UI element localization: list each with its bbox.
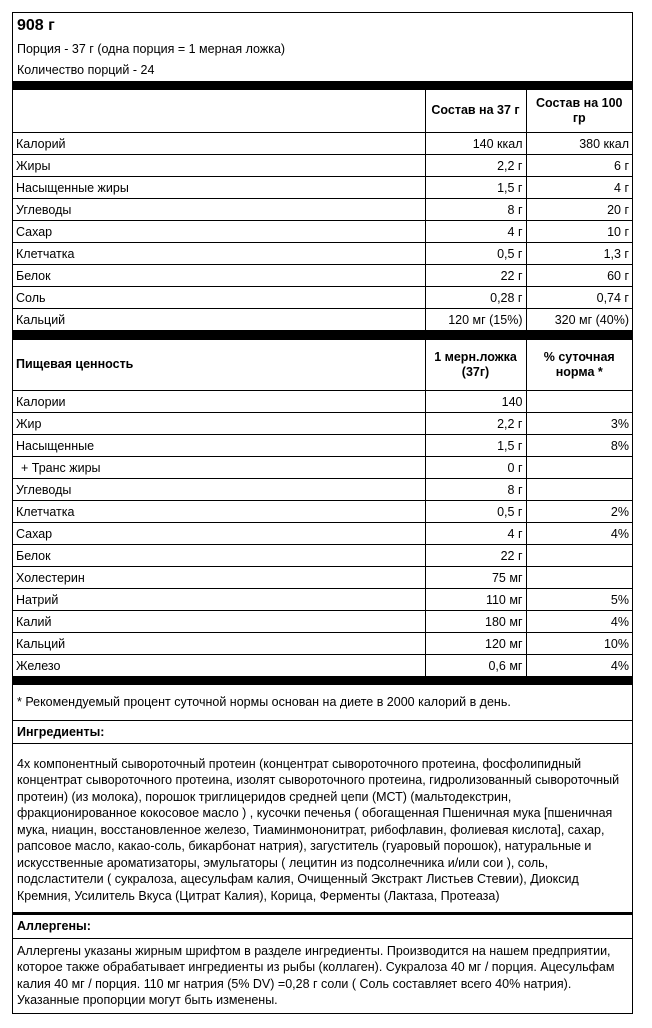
nutrient-value: 140 ккал (425, 133, 526, 155)
nutrient-value: 110 мг (425, 589, 526, 611)
composition-row (13, 199, 632, 221)
nutrition-row (13, 523, 632, 545)
nutrient-value-secondary: 1,3 г (526, 243, 632, 265)
nutrition-col-dv: % суточная норма * (526, 340, 632, 391)
nutrient-value: 8 г (425, 199, 526, 221)
composition-row (13, 155, 632, 177)
composition-col-per-serving: Состав на 37 г (425, 90, 526, 133)
composition-row (13, 177, 632, 199)
nutrient-name: Сахар (13, 523, 425, 545)
nutrient-name: Белок (13, 545, 425, 567)
nutrient-value: 8 г (425, 479, 526, 501)
nutrition-header-row (13, 340, 632, 391)
composition-table (13, 89, 632, 331)
nutrition-row (13, 633, 632, 655)
nutrition-row (13, 435, 632, 457)
nutrient-name: Белок (13, 265, 425, 287)
nutrient-value-secondary: 2% (526, 501, 632, 523)
nutrition-row (13, 655, 632, 677)
nutrient-name: Калорий (13, 133, 425, 155)
nutrient-value: 2,2 г (425, 155, 526, 177)
nutrient-value-secondary: 5% (526, 589, 632, 611)
nutrient-value: 75 мг (425, 567, 526, 589)
nutrient-value-secondary (526, 545, 632, 567)
allergens-text: Аллергены указаны жирным шрифтом в разделе ингредиенты. Производится на нашем предприятии, которое также обрабатывает ингредиенты из рыбы (коллаген). Сукралоза 40 мг / порция. Ацесульфам калия 40 мг / порция. 110 мг натрия (5% DV) =0,28 г соли ( Соль составляет всего 40% натрия). Указанные пропорции могут быть изменены. (17, 943, 615, 1008)
nutrient-value-secondary (526, 457, 632, 479)
nutrient-name: Насыщенные (13, 435, 425, 457)
nutrient-value: 140 (425, 391, 526, 413)
nutrient-name: Жиры (13, 155, 425, 177)
nutrition-row (13, 391, 632, 413)
nutrition-row (13, 479, 632, 501)
composition-header-blank (13, 90, 425, 133)
ingredients-heading: Ингредиенты: (13, 721, 632, 744)
nutrient-value: 4 г (425, 221, 526, 243)
nutrient-name: Холестерин (13, 567, 425, 589)
nutrition-row (13, 611, 632, 633)
nutrient-value-secondary: 0,74 г (526, 287, 632, 309)
nutrient-value: 120 мг (425, 633, 526, 655)
nutrient-value-secondary: 4% (526, 523, 632, 545)
composition-header-row (13, 90, 632, 133)
ingredients-text: 4х компонентный сывороточный протеин (концентрат сывороточного протеина, фосфолипидный концентрат сывороточного протеина, изолят сывороточного протеина, гидролизованный сывороточный протеин) (из молока), порошок триглицеридов средней цепи (МСТ) (мальтодекстрин, фракционированное кокосовое масло ) , кусочки печенья ( обогащенная Пшеничная мука [пшеничная мука, ниацин, восстановленное железо, Тиаминмононитрат, рибофлавин, фолиевая кислота], сахар, рапсовое масло, какао-соль, бикарбонат натрия), загуститель (гуаровый порошок), натуральные и искусственные ароматизаторы, эмульгаторы ( лецитин из подсолнечника и/или сои ), соль, подсластители ( сукралоза, ацесульфам калия, Очищенный Экстракт Листьев Стевии), Диоксид Кремния, Усилитель Вкуса (Цитрат Калия), Корица, Ферменты (Лактаза, Протеаза) (13, 744, 632, 916)
nutrient-value-secondary: 380 ккал (526, 133, 632, 155)
nutrient-value: 0,5 г (425, 243, 526, 265)
nutrient-value-secondary (526, 479, 632, 501)
nutrient-name: Калий (13, 611, 425, 633)
nutrient-name: Натрий (13, 589, 425, 611)
nutrient-value-secondary: 4 г (526, 177, 632, 199)
nutrient-value-secondary: 60 г (526, 265, 632, 287)
nutrient-value-secondary: 320 мг (40%) (526, 309, 632, 331)
composition-row (13, 287, 632, 309)
nutrient-name: Калории (13, 391, 425, 413)
nutrient-name: Насыщенные жиры (13, 177, 425, 199)
nutrient-value: 120 мг (15%) (425, 309, 526, 331)
nutrient-value-secondary (526, 567, 632, 589)
nutrient-value-secondary: 8% (526, 435, 632, 457)
nutrition-facts-table (13, 339, 632, 677)
composition-row (13, 243, 632, 265)
nutrition-col-scoop: 1 мерн.ложка (37г) (425, 340, 526, 391)
nutrient-value: 1,5 г (425, 177, 526, 199)
nutrient-value: 0,5 г (425, 501, 526, 523)
nutrient-value-secondary: 4% (526, 611, 632, 633)
nutrient-value: 22 г (425, 545, 526, 567)
nutrition-row (13, 413, 632, 435)
nutrient-name: Клетчатка (13, 501, 425, 523)
nutrient-value: 0,6 мг (425, 655, 526, 677)
servings-count: Количество порций - 24 (17, 63, 155, 78)
nutrient-name: Клетчатка (13, 243, 425, 265)
allergens-heading: Аллергены: (13, 915, 632, 938)
serving-size: Порция - 37 г (одна порция = 1 мерная ложка) (17, 41, 286, 56)
product-weight: 908 г (17, 17, 55, 34)
nutrient-name: Кальций (13, 633, 425, 655)
nutrient-value-secondary (526, 391, 632, 413)
divider-bar (13, 81, 632, 89)
nutrition-label (12, 12, 633, 1014)
daily-value-footnote: * Рекомендуемый процент суточной нормы основан на диете в 2000 калорий в день. (13, 685, 632, 720)
nutrient-value-secondary: 20 г (526, 199, 632, 221)
nutrient-name: Соль (13, 287, 425, 309)
divider-bar (13, 331, 632, 339)
nutrient-value: 4 г (425, 523, 526, 545)
composition-row (13, 221, 632, 243)
composition-col-per-100: Состав на 100 гр (526, 90, 632, 133)
nutrient-name: + Транс жиры (13, 457, 425, 479)
nutrient-value-secondary: 10% (526, 633, 632, 655)
composition-row (13, 309, 632, 331)
nutrient-value: 0 г (425, 457, 526, 479)
nutrient-name: Углеводы (13, 199, 425, 221)
nutrition-row (13, 567, 632, 589)
nutrient-name: Сахар (13, 221, 425, 243)
nutrient-value: 0,28 г (425, 287, 526, 309)
nutrition-row (13, 457, 632, 479)
divider-bar (13, 677, 632, 685)
nutrient-value-secondary: 4% (526, 655, 632, 677)
nutrient-name: Железо (13, 655, 425, 677)
nutrition-row (13, 589, 632, 611)
nutrient-name: Кальций (13, 309, 425, 331)
nutrient-value: 22 г (425, 265, 526, 287)
nutrient-name: Жир (13, 413, 425, 435)
composition-row (13, 133, 632, 155)
nutrient-value-secondary: 3% (526, 413, 632, 435)
nutrient-value-secondary: 10 г (526, 221, 632, 243)
nutrient-value: 2,2 г (425, 413, 526, 435)
nutrient-value: 1,5 г (425, 435, 526, 457)
nutrition-heading: Пищевая ценность (13, 340, 425, 391)
nutrient-value: 180 мг (425, 611, 526, 633)
nutrition-row (13, 501, 632, 523)
composition-row (13, 265, 632, 287)
nutrition-row (13, 545, 632, 567)
nutrient-name: Углеводы (13, 479, 425, 501)
nutrient-value-secondary: 6 г (526, 155, 632, 177)
